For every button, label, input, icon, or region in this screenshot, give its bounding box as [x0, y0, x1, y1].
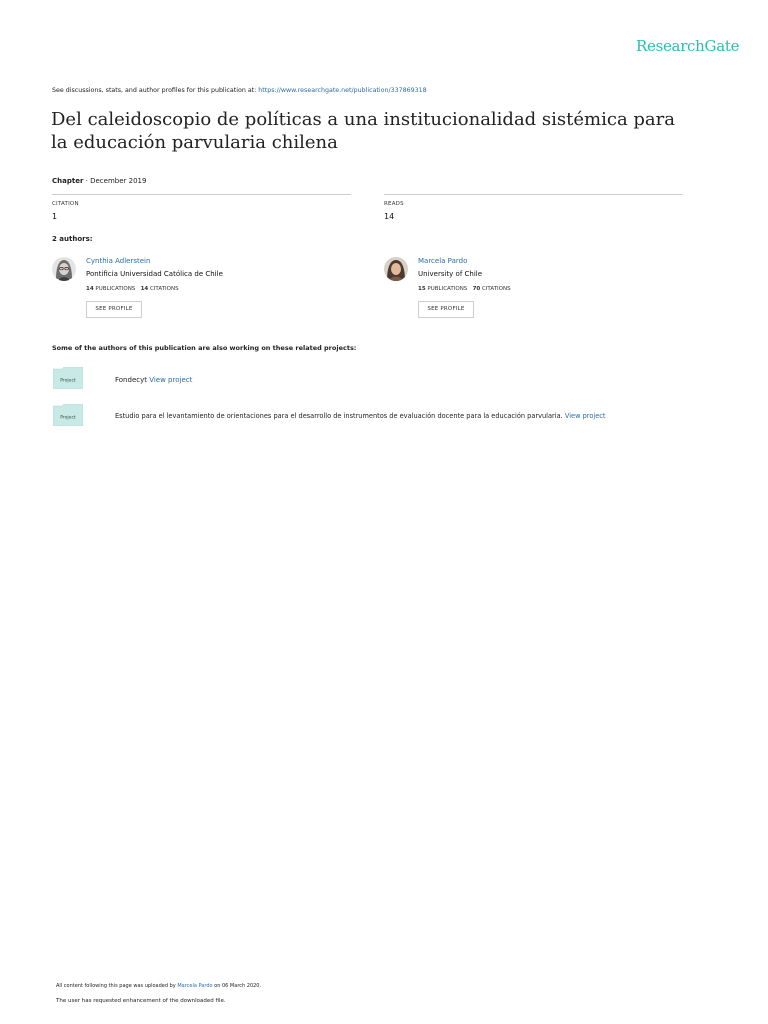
- enhancement-note: The user has requested enhancement of the downloaded file.: [56, 998, 226, 1004]
- project-folder-icon: [53, 404, 83, 430]
- publications-count: 15: [418, 286, 426, 292]
- publications-label: PUBLICATIONS: [427, 286, 468, 292]
- project-item: [115, 412, 605, 420]
- citations-count: 14: [140, 286, 149, 292]
- publication-link[interactable]: https://www.researchgate.net/publication/337869318: [258, 87, 427, 94]
- project-icon-label: Project: [60, 378, 76, 384]
- avatar-photo-icon: [384, 257, 408, 281]
- project-title: Estudio para el levantamiento de orientaciones para el desarrollo de instrumentos de evaluación docente para la educación parvularia.: [115, 412, 565, 420]
- reads-value: 14: [384, 212, 395, 221]
- upload-note: [56, 983, 261, 989]
- publications-count: 14: [86, 286, 94, 292]
- citation-divider: [52, 194, 351, 195]
- upload-suffix: on 06 March 2020.: [212, 983, 262, 989]
- citations-count: 70: [472, 286, 481, 292]
- author-institution: University of Chile: [418, 270, 483, 278]
- view-project-link[interactable]: View project: [149, 376, 193, 384]
- citations-label: CITATIONS: [149, 286, 179, 292]
- researchgate-logo[interactable]: ResearchGate: [636, 37, 740, 55]
- author-stats: [418, 286, 511, 292]
- author-institution: Pontificia Universidad Católica de Chile: [86, 270, 223, 278]
- authors-heading: 2 authors:: [52, 235, 93, 243]
- author-avatar[interactable]: [384, 257, 408, 281]
- publications-label: PUBLICATIONS: [95, 286, 136, 292]
- author-avatar[interactable]: [52, 257, 76, 281]
- view-project-link[interactable]: View project: [564, 412, 606, 420]
- project-title: Fondecyt: [115, 376, 150, 384]
- meta-separator: ·: [83, 177, 91, 185]
- upload-prefix: All content following this page was uploaded by: [56, 983, 178, 989]
- reads-divider: [384, 194, 683, 195]
- publication-type: Chapter: [52, 177, 84, 185]
- avatar-photo-icon: [52, 257, 76, 281]
- see-profile-button[interactable]: SEE PROFILE: [418, 301, 474, 318]
- citations-label: CITATIONS: [481, 286, 511, 292]
- publication-date: December 2019: [90, 177, 147, 185]
- project-icon-label: Project: [60, 415, 76, 421]
- project-folder-icon: [53, 367, 83, 393]
- publication-title: Del caleidoscopio de políticas a una institucionalidad sistémica para la educación parvularia chilena: [51, 109, 675, 153]
- author-name-link[interactable]: Marcela Pardo: [418, 257, 468, 265]
- citation-label: CITATION: [52, 201, 79, 207]
- project-item: [115, 376, 192, 384]
- uploader-link[interactable]: Marcela Pardo: [177, 983, 213, 989]
- author-stats: [86, 286, 179, 292]
- citation-value: 1: [52, 212, 58, 221]
- discussions-line: [52, 87, 427, 94]
- reads-label: READS: [384, 201, 404, 207]
- related-projects-heading: Some of the authors of this publication are also working on these related projects:: [52, 344, 357, 352]
- discussions-prefix: See discussions, stats, and author profiles for this publication at:: [52, 87, 259, 94]
- see-profile-button[interactable]: SEE PROFILE: [86, 301, 142, 318]
- publication-meta: [52, 177, 146, 185]
- author-name-link[interactable]: Cynthia Adlerstein: [86, 257, 151, 265]
